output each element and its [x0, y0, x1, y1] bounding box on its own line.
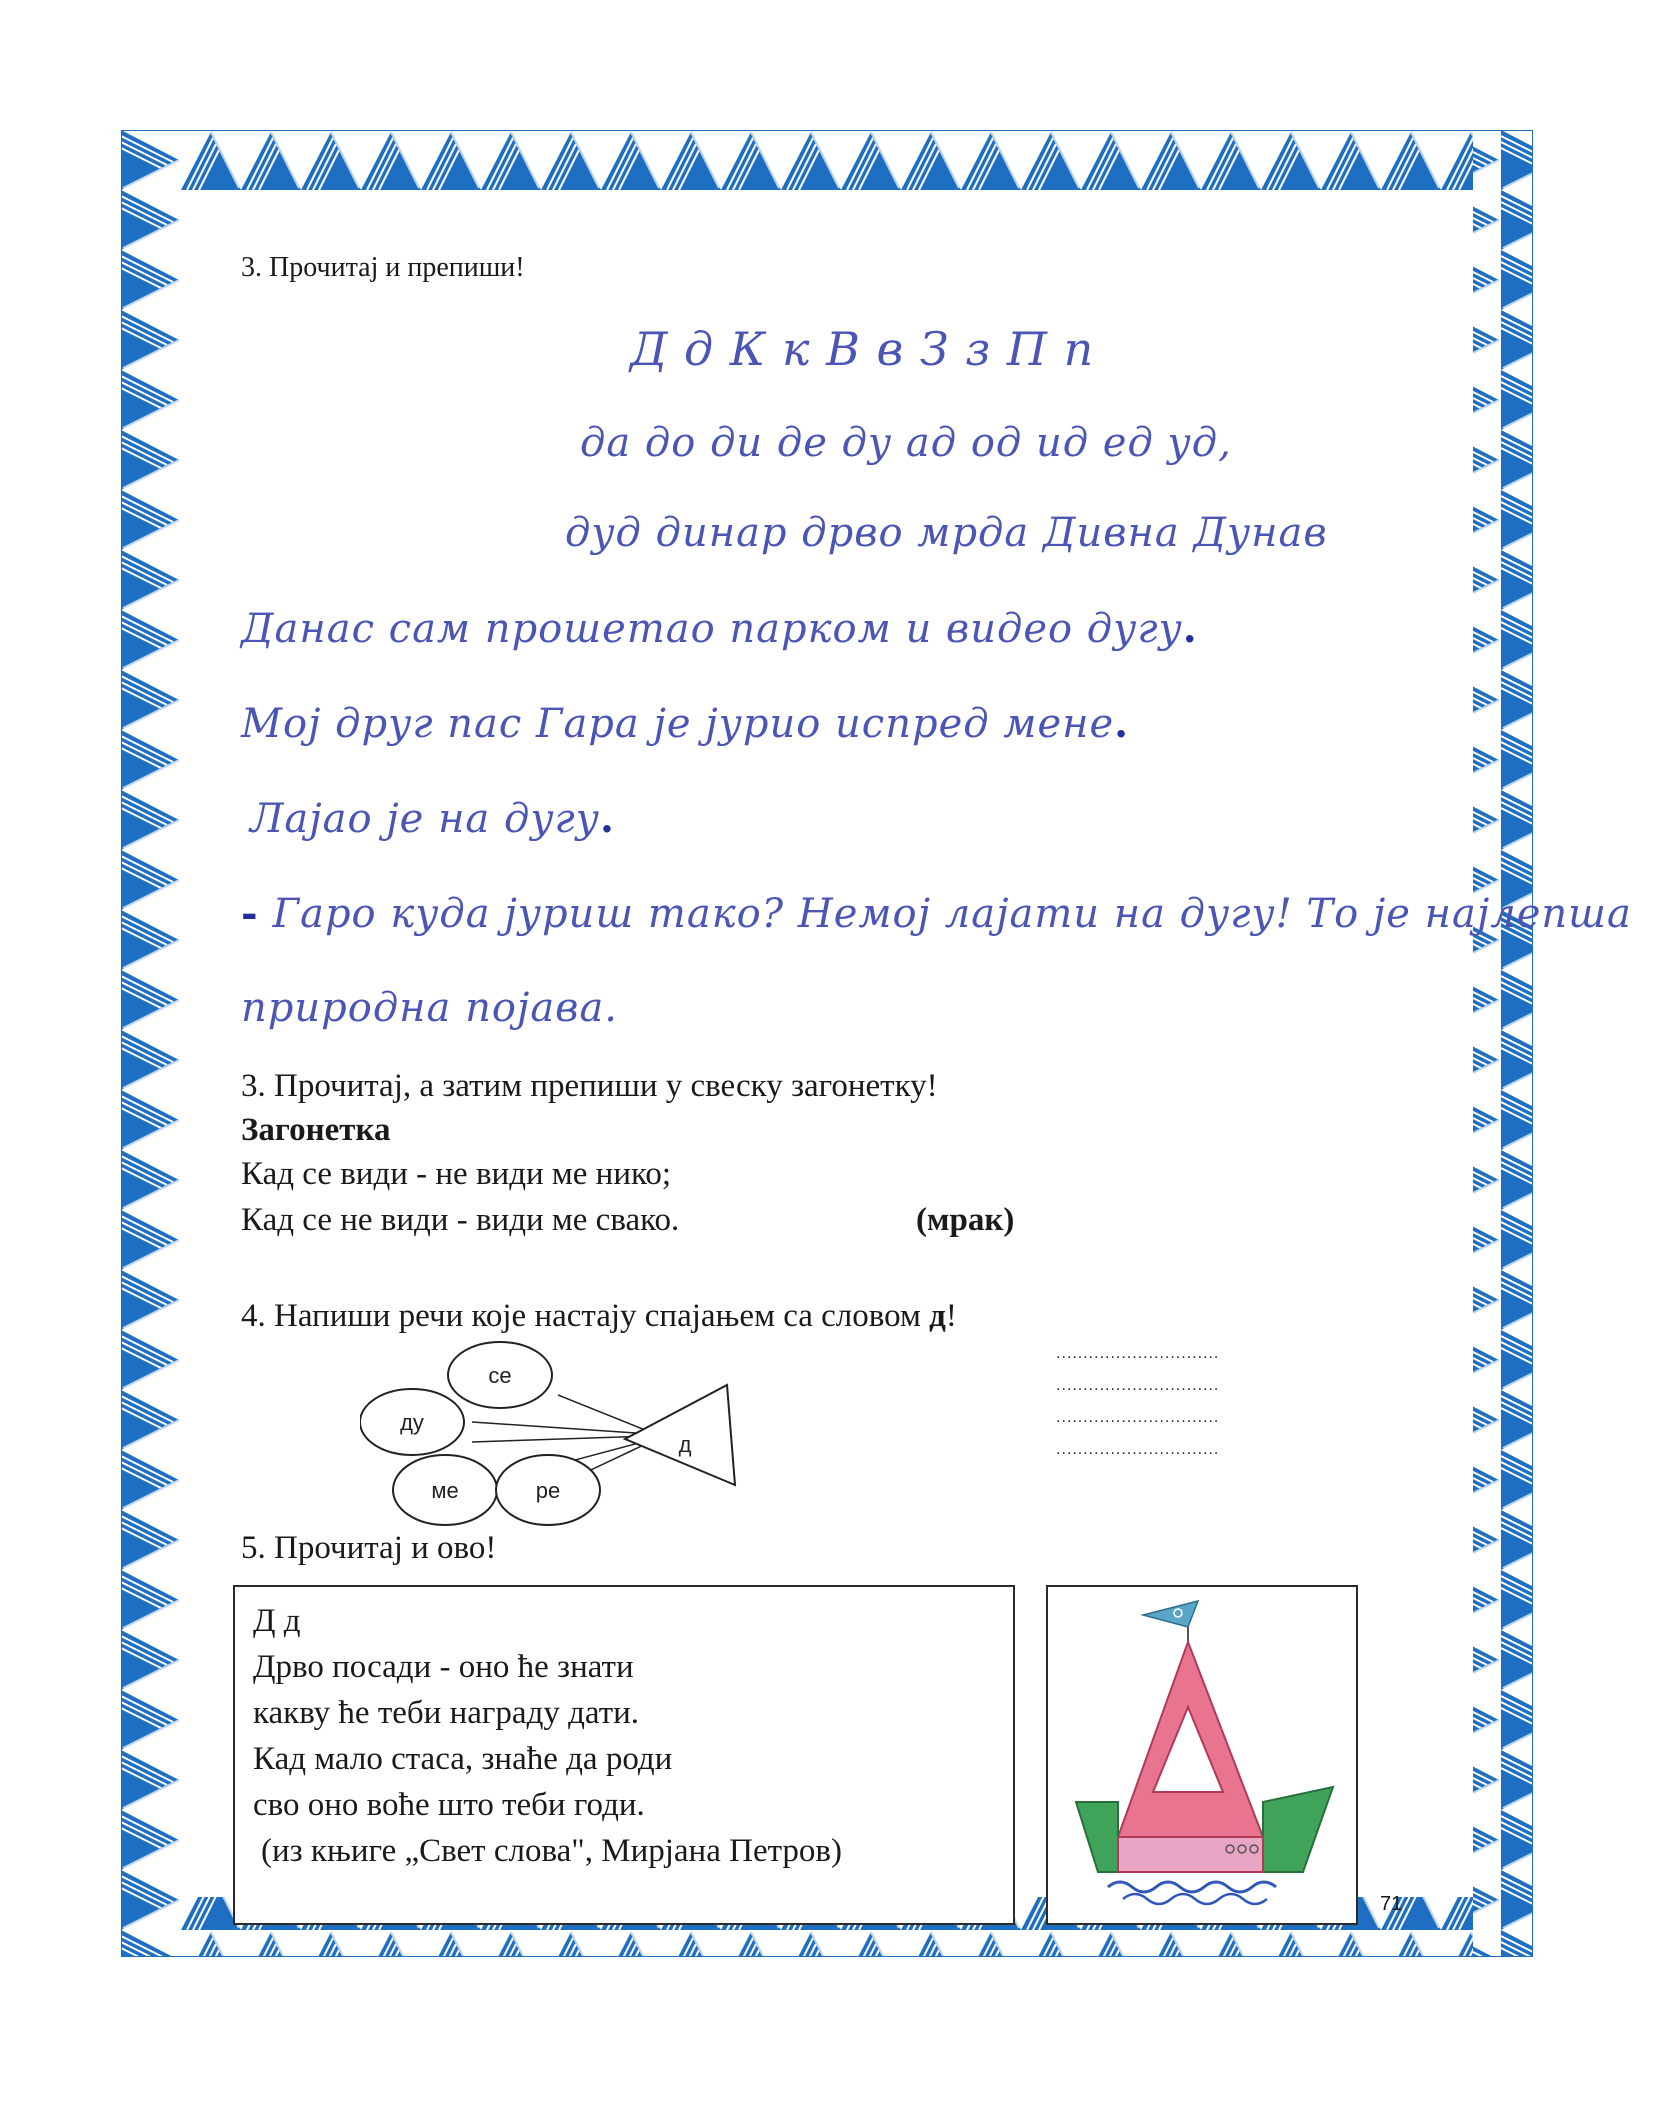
hull-left — [1076, 1802, 1118, 1872]
riddle-title: Загонетка — [241, 1112, 391, 1148]
bubble-me-label: ме — [431, 1478, 459, 1503]
cursive-sentence-4: - Гаро куда јуриш тако? Немој лајати на дугу! То је најлепша — [241, 890, 1632, 937]
cursive-syllables: да до ди де ду ад од ид ед уд, — [580, 420, 1232, 466]
page-number: 71 — [1380, 1893, 1403, 1915]
answer-line[interactable]: .............................. — [1056, 1409, 1220, 1426]
answer-line[interactable]: .............................. — [1056, 1377, 1220, 1394]
cursive-sentence-5: природна појава. — [241, 985, 619, 1031]
riddle-line-1: Кад се види - не види ме нико; — [241, 1156, 672, 1192]
section-heading-read-copy: 3. Прочитај и препиши! — [241, 252, 525, 283]
answer-line[interactable]: .............................. — [1056, 1441, 1220, 1458]
poem-line-1: Дрво посади - оно ће знати — [253, 1649, 634, 1685]
word-diagram — [360, 1330, 760, 1545]
answer-line[interactable]: .............................. — [1056, 1345, 1220, 1362]
riddle-heading: 3. Прочитај, а затим препиши у свеску загонетку! — [241, 1068, 938, 1104]
bubble-se-label: се — [488, 1363, 512, 1388]
flag — [1143, 1601, 1198, 1627]
hull-right — [1263, 1787, 1333, 1872]
bubble-du-label: ду — [400, 1410, 424, 1435]
connector-line — [558, 1395, 650, 1432]
poem-line-2: какву ће теби награду дати. — [253, 1695, 640, 1731]
poem-source: (из књиге „Свет слова", Мирјана Петров) — [261, 1833, 842, 1869]
riddle-answer: (мрак) — [916, 1202, 1015, 1238]
poem-letters: Д д — [253, 1603, 301, 1639]
poem-line-3: Кад мало стаса, знаће да роди — [253, 1741, 673, 1777]
letter-d-boat-illustration — [1048, 1587, 1356, 1923]
cursive-sentence-2: Мој друг пас Гара је јурио испред мене. — [241, 700, 1130, 747]
cursive-sentence-1: Данас сам прошетао парком и видео дугу. — [241, 605, 1198, 652]
connector-line — [472, 1422, 650, 1434]
cursive-words: дуд динар дрво мрда Дивна Дунав — [565, 510, 1328, 556]
task5-heading: 5. Прочитај и ово! — [241, 1530, 497, 1566]
riddle-line-2: Кад се не види - види ме свако. — [241, 1202, 680, 1238]
waves — [1108, 1882, 1276, 1892]
cursive-letters: Д д К к В в З з П п — [630, 322, 1095, 376]
hull-middle — [1118, 1837, 1263, 1872]
bubble-re-label: ре — [535, 1478, 561, 1503]
poem-line-4: сво оно воће што теби годи. — [253, 1787, 645, 1823]
triangle-letter: д — [678, 1432, 692, 1457]
illustration-box — [1046, 1585, 1358, 1925]
cursive-sentence-3: Лајао је на дугу. — [250, 795, 615, 842]
poem-box — [233, 1585, 1015, 1925]
task4-heading: 4. Напиши речи које настају спајањем са словом д! — [241, 1298, 957, 1334]
